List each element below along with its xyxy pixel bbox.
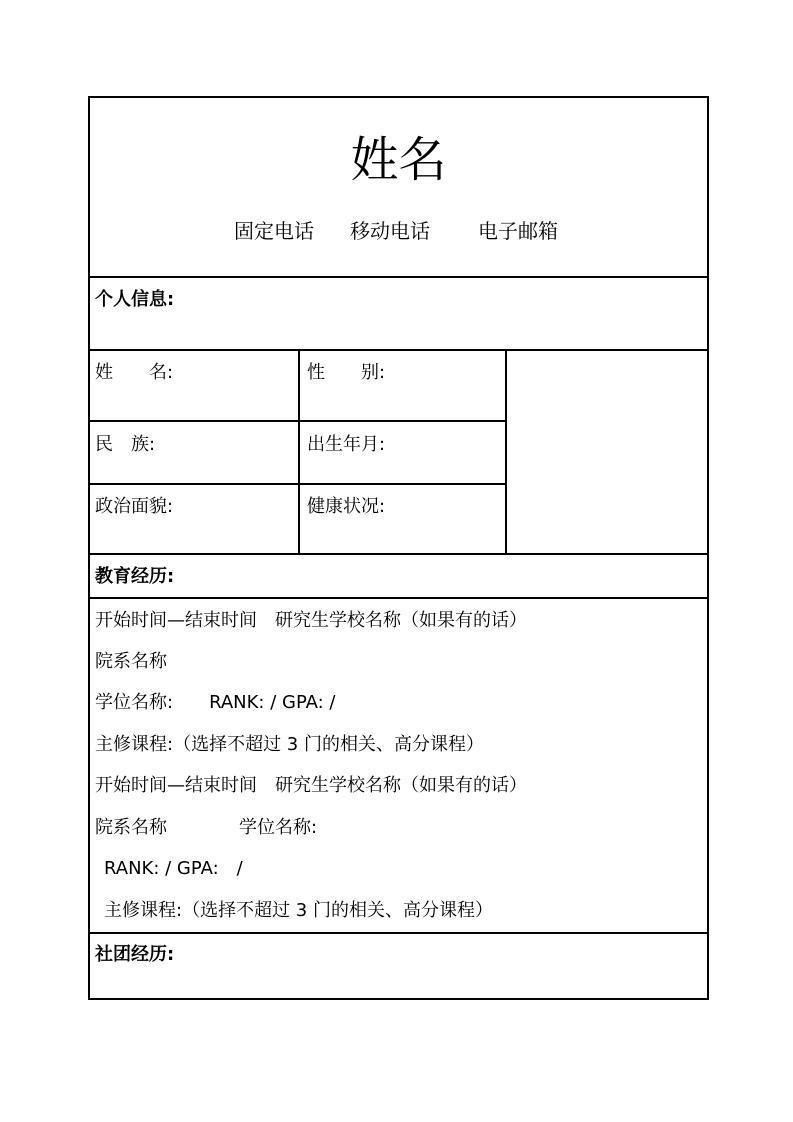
landline-label: 固定电话 [234,219,314,243]
name-label: 姓 名: [95,362,174,383]
email-label: 电子邮箱 [478,219,558,243]
resume-name-title: 姓名 [350,132,447,188]
education-line: RANK: / GPA: / [104,858,243,879]
clubs-heading: 社团经历: [95,944,175,965]
divider-education [88,553,709,555]
education-line: 主修课程:（选择不超过 3 门的相关、高分课程） [104,900,493,921]
divider-header [88,276,709,278]
grid-col-1 [298,349,300,553]
education-line: 学位名称: RANK: / GPA: / [95,692,336,713]
divider-row1-left [88,420,299,422]
resume-form [88,96,709,1000]
mobile-label: 移动电话 [350,219,430,243]
education-line: 院系名称 [95,651,167,672]
border-top [88,96,709,98]
education-line: 开始时间—结束时间 研究生学校名称（如果有的话） [95,610,527,631]
divider-clubs [88,932,709,934]
border-bottom [88,998,709,1000]
divider-row1 [299,420,507,422]
education-line: 主修课程:（选择不超过 3 门的相关、高分课程） [95,734,484,755]
ethnicity-label: 民 族: [95,434,156,455]
birth-date-label: 出生年月: [307,434,386,455]
border-right [707,96,709,1000]
education-line: 院系名称 学位名称: [95,817,318,838]
grid-col-2 [505,349,507,553]
education-heading: 教育经历: [95,566,175,587]
education-line: 开始时间—结束时间 研究生学校名称（如果有的话） [95,775,527,796]
gender-label: 性 别: [307,362,386,383]
political-status-label: 政治面貌: [95,496,174,517]
divider-personal [88,349,709,351]
divider-education-body [88,597,709,599]
personal-info-heading: 个人信息: [95,289,175,310]
health-status-label: 健康状况: [307,496,386,517]
border-left [88,96,90,1000]
